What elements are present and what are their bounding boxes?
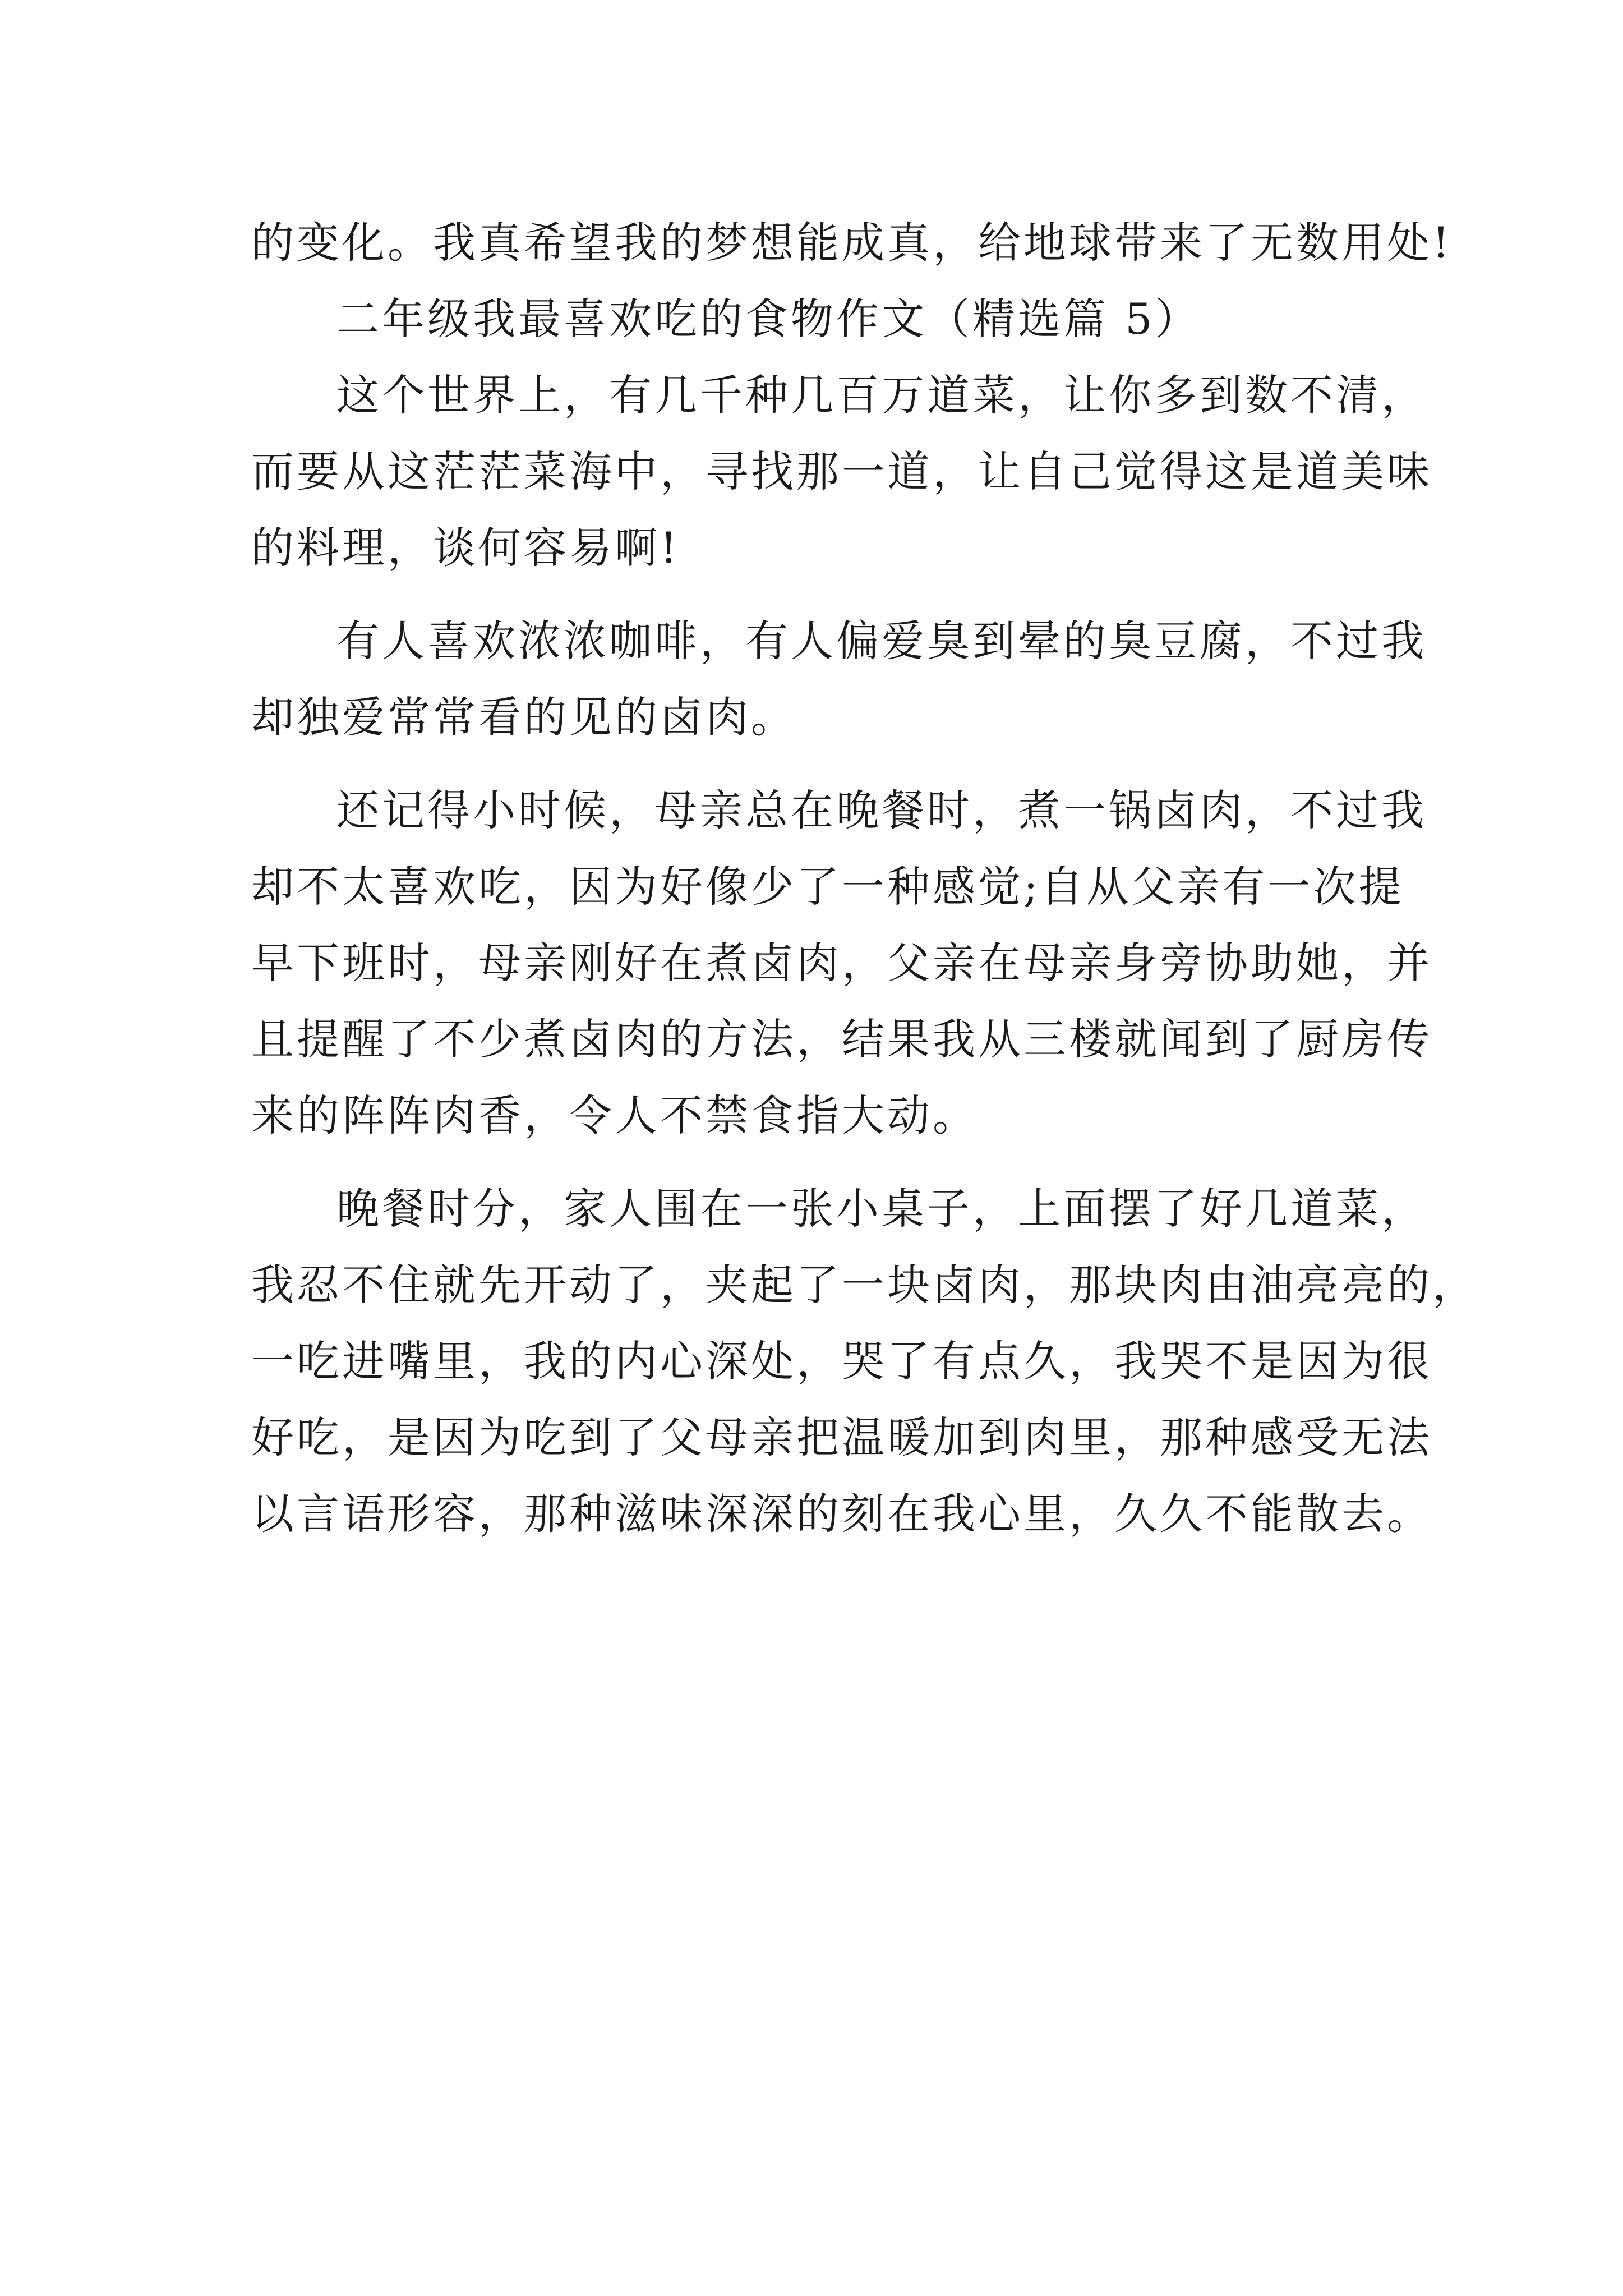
paragraph-line: 的料理，谈何容易啊! [251,523,680,573]
paragraph-line: 的变化。我真希望我的梦想能成真，给地球带来了无数用处! [251,218,1453,268]
paragraph-line: 却不太喜欢吃，因为好像少了一种感觉;自从父亲有一次提 [251,862,1404,912]
paragraph-line: 来的阵阵肉香，令人不禁食指大动。 [251,1091,978,1140]
paragraph-line: 却独爱常常看的见的卤肉。 [251,692,796,742]
document-body [251,205,1478,1552]
section-heading: 二年级我最喜欢吃的食物作文（精选篇 5） [336,294,1201,344]
paragraph-line: 有人喜欢浓浓咖啡，有人偏爱臭到晕的臭豆腐，不过我 [336,616,1427,666]
paragraph-line: 好吃，是因为吃到了父母亲把温暖加到肉里，那种感受无法 [251,1412,1432,1462]
paragraph-line: 而要从这茫茫菜海中，寻找那一道，让自己觉得这是道美味 [251,447,1432,496]
paragraph-line: 还记得小时候，母亲总在晚餐时，煮一锅卤肉，不过我 [336,785,1427,835]
paragraph-line: 我忍不住就先开动了，夹起了一块卤肉，那块肉由油亮亮的， [251,1260,1478,1310]
paragraph-line: 以言语形容，那种滋味深深的刻在我心里，久久不能散去。 [251,1489,1432,1539]
paragraph-line: 一吃进嘴里，我的内心深处，哭了有点久，我哭不是因为很 [251,1336,1432,1386]
paragraph-line: 晚餐时分，家人围在一张小桌子，上面摆了好几道菜， [336,1184,1427,1234]
paragraph-line: 且提醒了不少煮卤肉的方法，结果我从三楼就闻到了厨房传 [251,1014,1432,1064]
paragraph-line: 这个世界上，有几千种几百万道菜，让你多到数不清， [336,370,1427,420]
paragraph-line: 早下班时，母亲刚好在煮卤肉，父亲在母亲身旁协助她，并 [251,938,1432,988]
